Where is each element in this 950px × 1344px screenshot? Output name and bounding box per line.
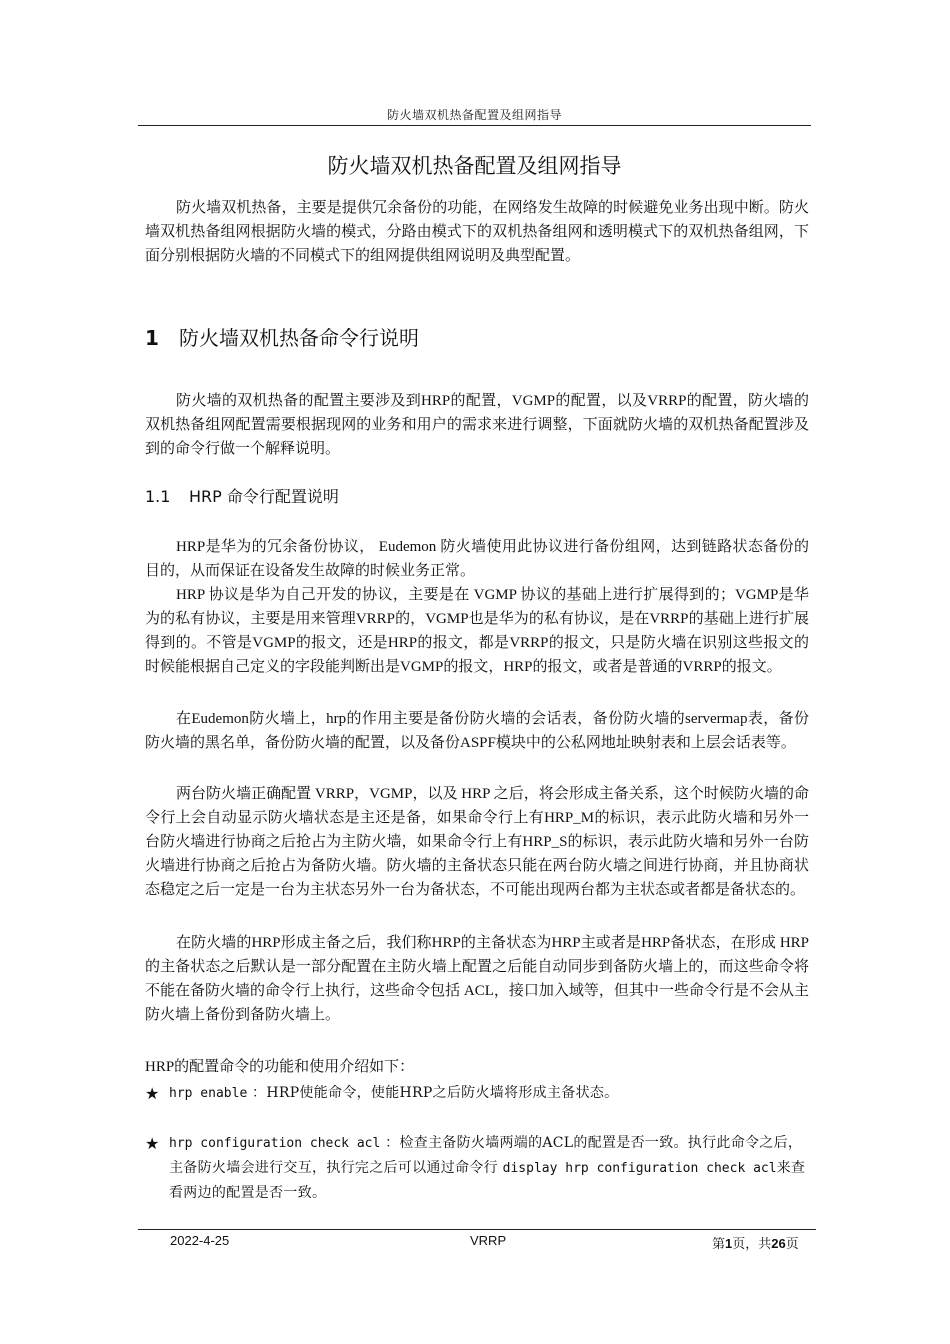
command-description: HRP使能命令，使能HRP之后防火墙将形成主备状态。	[266, 1085, 619, 1101]
document-title: 防火墙双机热备配置及组网指导	[327, 154, 622, 178]
command-text-inline: display hrp configuration check acl	[502, 1161, 777, 1176]
command-separator: ：	[247, 1085, 267, 1101]
section-1-heading	[145, 322, 809, 351]
page-middle: 页，共	[732, 1237, 772, 1252]
footer-date: 2022-4-25	[170, 1233, 230, 1248]
star-bullet-icon: ★	[145, 1084, 160, 1103]
hrp-paragraph-4: 两台防火墙正确配置 VRRP，VGMP，以及 HRP 之后，将会形成主备关系，这个时候防火墙的命令行上会自动显示防火墙状态是主还是备，如果命令行上有HRP_M的标识，表示此防火墙和另外一台防火墙进行协商之后抢占为主防火墙，如果命令行上有HRP_S的标识，表示此防火墙和另外一台防火墙进行协商之后抢占为备防火墙。防火墙的主备状态只能在两台防火墙之间进行协商，并且协商状态稳定之后一定是一台为主状态另外一台为备状态，不可能出现两台都为主状态或者都是备状态的。	[145, 786, 809, 898]
page-prefix: 第	[712, 1237, 726, 1252]
section-1-1-heading	[145, 484, 809, 507]
section-1-1-title: HRP 命令行配置说明	[189, 487, 339, 506]
section-1-title: 防火墙双机热备命令行说明	[179, 326, 419, 350]
hrp-paragraph-1: HRP是华为的冗余备份协议， Eudemon 防火墙使用此协议进行备份组网，达到链路状态备份的目的，从而保证在设备发生故障的时候业务正常。	[145, 539, 809, 579]
commands-intro: HRP的配置命令的功能和使用介绍如下：	[145, 1059, 415, 1075]
page-total: 26	[771, 1236, 786, 1251]
section-1-paragraph: 防火墙的双机热备的配置主要涉及到HRP的配置，VGMP的配置，以及VRRP的配置，防火墙的双机热备组网配置需要根据现网的业务和用户的需求来进行调整，下面就防火墙的双机热备配置涉及到的命令行做一个解释说明。	[145, 393, 809, 457]
section-1-number: 1	[145, 326, 159, 350]
page-current: 1	[725, 1236, 733, 1251]
page-suffix: 页	[785, 1237, 799, 1252]
command-list	[145, 1081, 809, 1206]
footer-page-number	[712, 1233, 799, 1252]
intro-paragraph: 防火墙双机热备，主要是提供冗余备份的功能，在网络发生故障的时候避免业务出现中断。防火墙双机热备组网根据防火墙的模式，分路由模式下的双机热备组网和透明模式下的双机热备组网，下面分别根据防火墙的不同模式下的组网提供组网说明及典型配置。	[145, 200, 809, 264]
hrp-paragraph-5: 在防火墙的HRP形成主备之后，我们称HRP的主备状态为HRP主或者是HRP备状态，在形成 HRP 的主备状态之后默认是一部分配置在主防火墙上配置之后能自动同步到备防火墙上的，而这些命令将不能在备防火墙的命令行上执行，这些命令包括 ACL，接口加入域等，但其中一些命令行是不会从主防火墙上备份到备防火墙上。	[145, 935, 809, 1023]
hrp-paragraph-3: 在Eudemon防火墙上，hrp的作用主要是备份防火墙的会话表，备份防火墙的servermap表，备份防火墙的黑名单，备份防火墙的配置，以及备份ASPF模块中的公私网地址映射表和上层会话表等。	[145, 711, 809, 751]
header-rule	[138, 125, 811, 126]
command-item	[145, 1081, 809, 1106]
footer-rule	[138, 1229, 816, 1230]
running-header: 防火墙双机热备配置及组网指导	[386, 108, 562, 122]
command-separator: ：	[380, 1135, 400, 1151]
command-text: hrp enable	[169, 1086, 248, 1101]
hrp-paragraph-2: HRP 协议是华为自己开发的协议，主要是在 VGMP 协议的基础上进行扩展得到的；VGMP是华为的私有协议，主要是用来管理VRRP的，VGMP也是华为的私有协议，是在VRRP的基础上进行扩展得到的。不管是VGMP的报文，还是HRP的报文，都是VRRP的报文，只是防火墙在识别这些报文的时候能根据自己定义的字段能判断出是VGMP的报文，HRP的报文，或者是普通的VRRP的报文。	[145, 587, 809, 675]
section-1-1-number: 1.1	[145, 487, 171, 506]
command-description-tail: 来查看两边的配置是否一致。	[169, 1160, 806, 1201]
command-item	[145, 1131, 809, 1206]
star-bullet-icon: ★	[145, 1134, 160, 1153]
command-description: 检查主备防火墙两端的ACL的配置是否一致。执行此命令之后，主备防火墙会进行交互，执行完之后可以通过命令行	[169, 1135, 803, 1176]
command-text: hrp configuration check acl	[169, 1136, 381, 1151]
footer-center-label: VRRP	[470, 1233, 507, 1248]
